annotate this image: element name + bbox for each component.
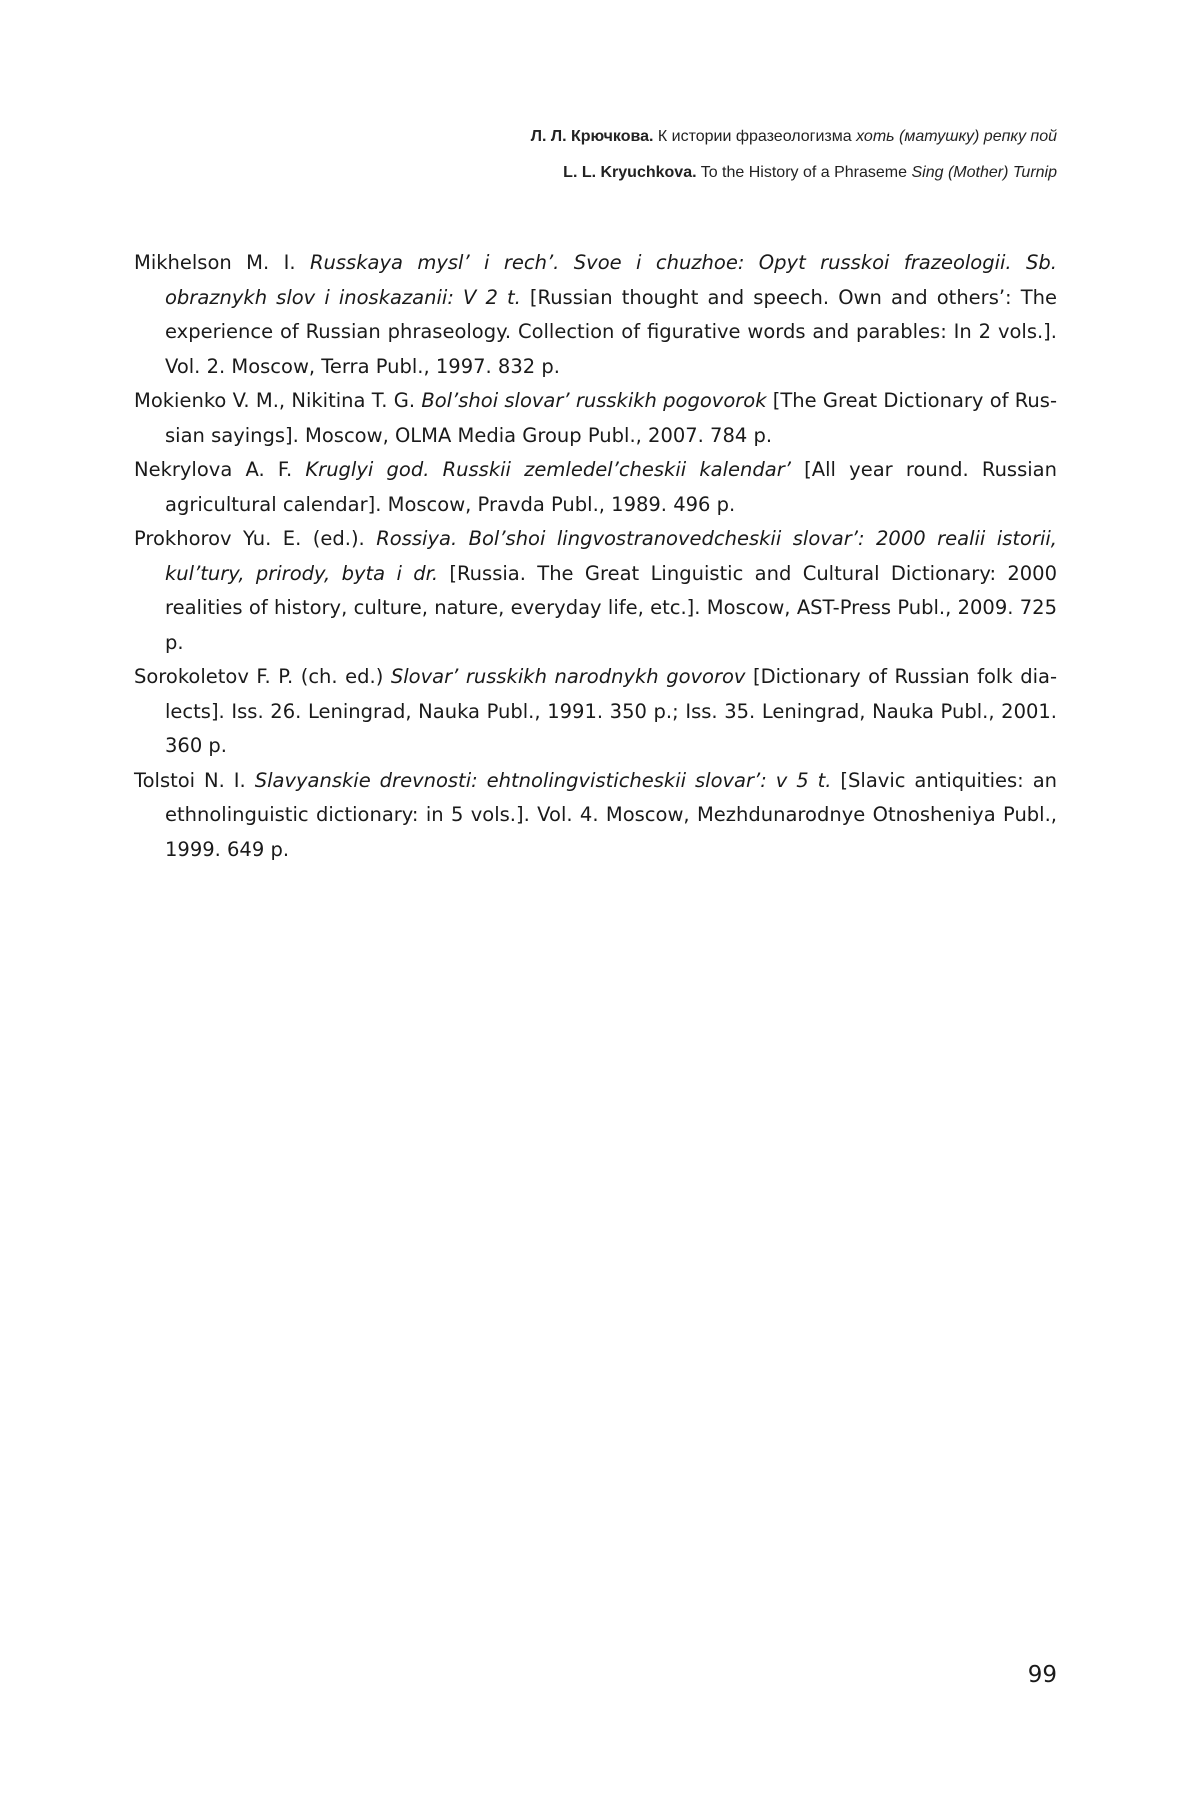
running-head-russian xyxy=(531,127,1057,147)
running-head-italic-en: Sing (Mother) Turnip xyxy=(911,164,1057,181)
reference-details: [The Great Dictionary of Russian sayings]. Moscow, OLMA Media Group Publ., 2007. 784 p. xyxy=(165,389,1057,447)
reference-author: Prokhorov Yu. E. (ed.). xyxy=(134,527,377,550)
page-number: 99 xyxy=(1027,1662,1057,1688)
reference-title: Rossiya. Bol’shoi lingvostranovedcheskii slovar’: 2000 realii istorii, kul’tury, prirody, byta i dr. xyxy=(165,527,1058,585)
reference-entry xyxy=(134,384,1057,453)
reference-entry xyxy=(134,453,1057,522)
running-head-english xyxy=(563,163,1057,183)
running-head-text-en: To the History of a Phraseme xyxy=(696,164,912,181)
reference-details: [Russian thought and speech. Own and others’: The experience of Russian phraseology. Collection of figurative words and parables: In 2 vols.]. Vol. 2. Moscow, Terra Publ., 1997. 832 p. xyxy=(165,285,1057,378)
reference-title: Slavyanskie drevnosti: ehtnolingvisticheskii slovar’: v 5 t. xyxy=(254,768,832,792)
reference-entry xyxy=(134,764,1057,868)
reference-author: Nekrylova A. F. xyxy=(134,458,306,481)
reference-entry xyxy=(134,522,1057,660)
running-head-text-ru: К истории фразеологизма xyxy=(653,128,857,145)
reference-entry xyxy=(134,246,1057,384)
reference-title: Russkaya mysl’ i rech’. Svoe i chuzhoe: Opyt russkoi frazeologii. Sb. obraznykh slov i inoskazanii: V 2 t. xyxy=(165,251,1057,309)
reference-author: Mokienko V. M., Nikitina T. G. xyxy=(134,389,422,412)
reference-author: Tolstoi N. I. xyxy=(134,768,255,792)
reference-entry xyxy=(134,660,1057,764)
reference-details: [Dictionary of Russian folk dialects]. Iss. 26. Leningrad, Nauka Publ., 1991. 350 p.; Iss. 35. Leningrad, Nauka Publ., 2001. 360 p. xyxy=(165,665,1057,757)
reference-author: Mikhelson M. I. xyxy=(134,251,310,274)
reference-author: Sorokoletov F. P. (ch. ed.) xyxy=(134,665,391,688)
reference-details: [Slavic antiquities: an ethnolinguistic dictionary: in 5 vols.]. Vol. 4. Moscow, Mezhdunarodnye Otnosheniya Publ., 1999. 649 p. xyxy=(165,768,1057,861)
reference-title: Slovar’ russkikh narodnykh govorov xyxy=(390,665,746,688)
running-head-italic-ru: хоть (матушку) репку пой xyxy=(856,128,1057,145)
reference-details: [Russia. The Great Linguistic and Cultural Dictionary: 2000 realities of history, culture, nature, everyday life, etc.]. Moscow, AST-Press Publ., 2009. 725 p. xyxy=(165,561,1057,654)
reference-details: [All year round. Russian agricultural calendar]. Moscow, Pravda Publ., 1989. 496 p. xyxy=(165,458,1057,516)
reference-list xyxy=(134,246,1057,867)
running-head-author-en: L. L. Kryuchkova. xyxy=(563,164,697,181)
reference-title: Bol’shoi slovar’ russkikh pogovorok xyxy=(421,389,767,412)
running-head-author-ru: Л. Л. Крючкова. xyxy=(530,128,654,145)
reference-title: Kruglyi god. Russkii zemledel’cheskii kalendar’ xyxy=(305,458,791,481)
